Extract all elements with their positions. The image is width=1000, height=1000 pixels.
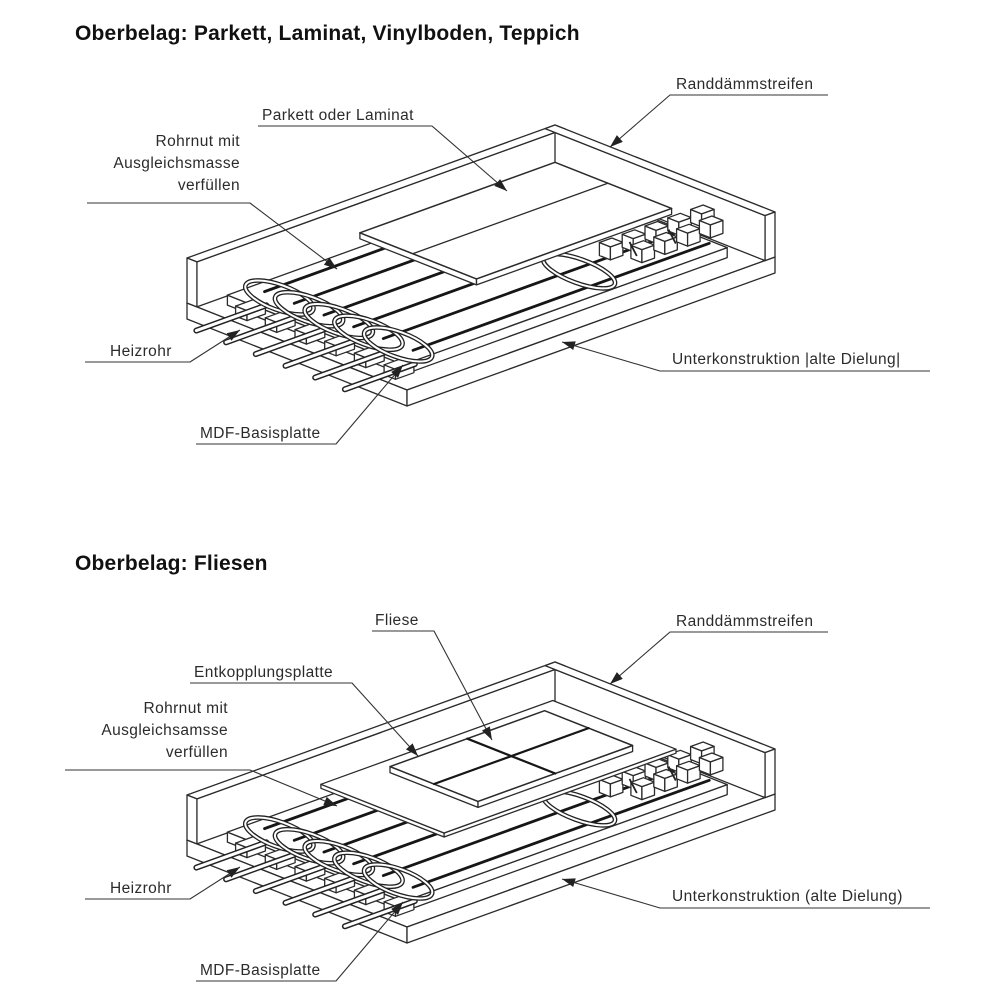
label-base-board: MDF-Basisplatte [200, 962, 321, 979]
label-pipe-groove: verfüllen [177, 177, 240, 194]
edge-insulation-strip-left [187, 795, 197, 844]
edge-insulation-strip-left [187, 258, 197, 307]
label-top-cover: Parkett oder Laminat [262, 107, 414, 124]
edge-insulation-strip-right [765, 749, 775, 798]
label-decoupling: Entkopplungsplatte [194, 664, 334, 681]
label-pipe-groove: Rohrnut mit [143, 700, 228, 717]
diagram-2-title: Oberbelag: Fliesen [75, 552, 268, 575]
label-heating-pipe: Heizrohr [110, 343, 172, 360]
label-pipe-groove: verfüllen [165, 744, 228, 761]
edge-insulation-strip-right [765, 212, 775, 261]
leader-line-edge-strip [610, 95, 828, 147]
label-pipe-groove: Ausgleichsmasse [113, 155, 240, 172]
label-base-board: MDF-Basisplatte [200, 425, 321, 442]
label-pipe-groove: Ausgleichsamsse [101, 722, 228, 739]
label-edge-strip: Randdämmstreifen [676, 613, 814, 630]
leader-line-edge-strip [610, 632, 828, 684]
label-pipe-groove: Rohrnut mit [155, 133, 240, 150]
label-edge-strip: Randdämmstreifen [676, 76, 814, 93]
label-heating-pipe: Heizrohr [110, 880, 172, 897]
label-substructure: Unterkonstruktion |alte Dielung| [672, 351, 901, 368]
diagram-1-title: Oberbelag: Parkett, Laminat, Vinylboden, Teppich [75, 22, 580, 45]
label-tile: Fliese [375, 612, 419, 629]
label-substructure: Unterkonstruktion (alte Dielung) [672, 888, 903, 905]
